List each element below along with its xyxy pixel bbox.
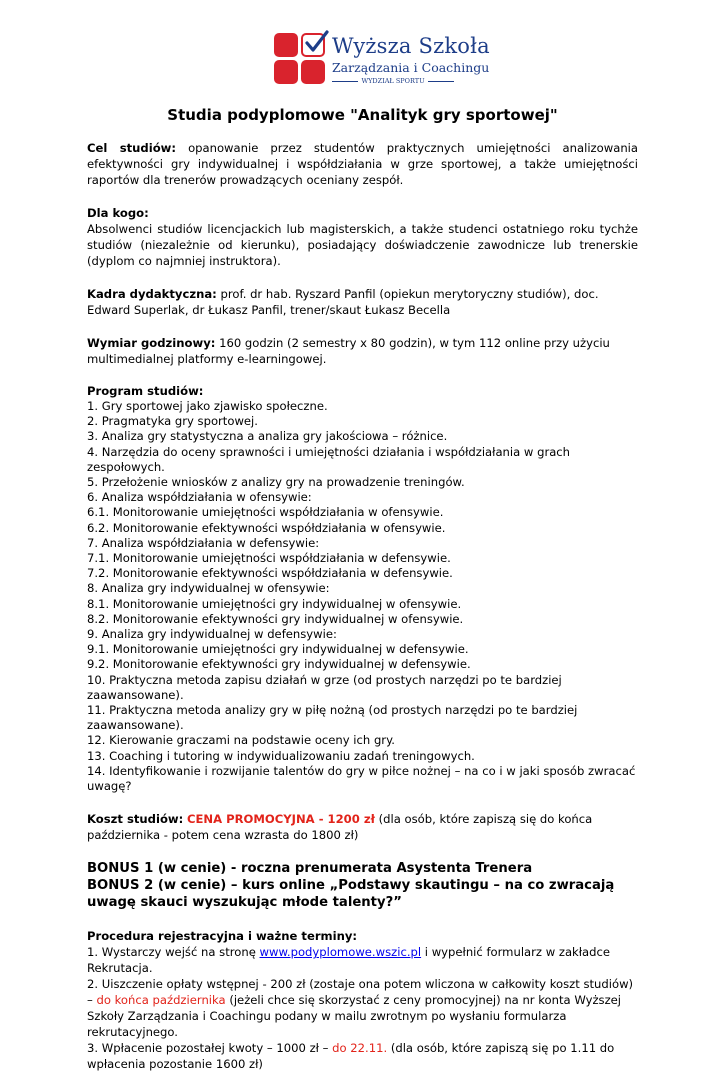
list-item: 9. Analiza gry indywidualnej w defensywie: — [87, 627, 337, 642]
list-item: 9.1. Monitorowanie umiejętności gry indywidualnej w defensywie. — [87, 642, 469, 657]
procedura-label: Procedura rejestracyjna i ważne terminy: — [87, 929, 358, 944]
kadra-text: prof. dr hab. Ryszard Panfil (opiekun merytoryczny studiów), doc. Edward Superlak, dr Łukasz Panfil, trener/skaut Łukasz Becella — [87, 287, 599, 317]
dla-kogo-label: Dla kogo: — [87, 206, 149, 220]
list-item: 6.1. Monitorowanie umiejętności współdziałania w ofensywie. — [87, 505, 444, 520]
bonus-1: BONUS 1 (w cenie) - roczna prenumerata Asystenta Trenera — [87, 861, 533, 877]
list-item: 6.2. Monitorowanie efektywności współdziałania w ofensywie. — [87, 520, 446, 535]
koszt-text: (dla osób, które zapiszą się do końca października - potem cena wzrasta do 1800 zł) — [87, 812, 593, 843]
list-item: 7. Analiza współdziałania w defensywie: — [87, 535, 320, 550]
wymiar-section — [87, 335, 638, 367]
checkmark-icon — [302, 29, 330, 57]
bonus-2: BONUS 2 (w cenie) – kurs online „Podstawy skautingu – na co zwracają uwagę skauci wyszukując młode talenty?” — [87, 878, 615, 911]
logo-squares-icon — [274, 33, 326, 85]
list-item: 4. Narzędzia do oceny sprawności i umiejętności działania i współdziałania w grach zespołowych. — [87, 444, 571, 474]
list-item: 9.2. Monitorowanie efektywności gry indywidualnej w defensywie. — [87, 657, 471, 672]
list-item: 7.2. Monitorowanie efektywności współdziałania w defensywie. — [87, 566, 453, 581]
procedura-step-2: 2. Uiszczenie opłaty wstępnej - 200 zł (zostaje ona potem wliczona w całkowity koszt studiów) – do końca października (jeżeli chce się skorzystać z ceny promocyjnej) na nr konta Wyższej Szkoły Zarządzania i Coachingu podany w mailu zwrotnym po wysłaniu formularza rekrutacyjnego. — [87, 977, 634, 1040]
cel-text: opanowanie przez studentów praktycznych umiejętności analizowania efektywności gry indywidualnej i współdziałania w grze sportowej, a także umiejętności raportów dla trenerów prowadzących oceniany zespół. — [87, 141, 638, 187]
kadra-section — [87, 286, 638, 318]
list-item: 12. Kierowanie graczami na podstawie oceny ich gry. — [87, 733, 395, 748]
deadline-october: do końca października — [96, 993, 226, 1008]
list-item: 11. Praktyczna metoda analizy gry w piłę nożną (od prostych narzędzi po te bardziej zaawansowane). — [87, 703, 578, 733]
wymiar-label: Wymiar godzinowy: — [87, 336, 216, 350]
school-logo — [274, 33, 490, 88]
kadra-label: Kadra dydaktyczna: — [87, 287, 217, 301]
list-item: 6. Analiza współdziałania w ofensywie: — [87, 490, 312, 505]
logo-department: WYDZIAŁ SPORTU — [332, 77, 454, 85]
list-item: 8.2. Monitorowanie efektywności gry indywidualnej w ofensywie. — [87, 611, 464, 626]
logo-title: Wyższa Szkoła — [332, 34, 490, 58]
document-body — [87, 140, 638, 1072]
list-item: 5. Przełożenie wniosków z analizy gry na prowadzenie treningów. — [87, 475, 465, 490]
registration-link[interactable]: www.podyplomowe.wszic.pl — [259, 945, 422, 960]
list-item: 7.1. Monitorowanie umiejętności współdziałania w defensywie. — [87, 551, 451, 566]
list-item: 3. Analiza gry statystyczna a analiza gry jakościowa – różnice. — [87, 429, 448, 444]
list-item: 8.1. Monitorowanie umiejętności gry indywidualnej w ofensywie. — [87, 596, 462, 611]
procedura-step-1: 1. Wystarczy wejść na stronę www.podyplomowe.wszic.pl i wypełnić formularz w zakładce Rekrutacja. — [87, 945, 611, 976]
program-label: Program studiów: — [87, 384, 204, 398]
koszt-section — [87, 811, 638, 843]
wymiar-text: 160 godzin (2 semestry x 80 godzin), w tym 112 online przy użyciu multimedialnej platformy e-learningowej. — [87, 336, 610, 366]
deadline-november: do 22.11. — [332, 1041, 388, 1056]
koszt-label: Koszt studiów: — [87, 812, 184, 827]
dla-kogo-text: Absolwenci studiów licencjackich lub magisterskich, a także studenci ostatniego roku tychże studiów (niezależnie od kierunku), posiadający doświadczenie zawodnicze lub trenerskie (dyplom co najmniej instruktora). — [87, 222, 638, 268]
promo-price: CENA PROMOCYJNA - 1200 zł — [186, 812, 375, 827]
cel-section — [87, 140, 638, 188]
program-list — [87, 399, 638, 794]
list-item: 1. Gry sportowej jako zjawisko społeczne. — [87, 399, 328, 413]
cel-label: Cel studiów: — [87, 141, 177, 155]
list-item: 14. Identyfikowanie i rozwijanie talentów do gry w piłce nożnej – na co i w jaki sposób zwracać uwagę? — [87, 763, 636, 794]
list-item: 8. Analiza gry indywidualnej w ofensywie: — [87, 581, 330, 596]
list-item: 2. Pragmatyka gry sportowej. — [87, 414, 258, 429]
page-title: Studia podyplomowe "Analityk gry sportowej" — [167, 106, 558, 124]
list-item: 13. Coaching i tutoring w indywidualizowaniu zadań treningowych. — [87, 748, 475, 763]
procedura-step-3: 3. Wpłacenie pozostałej kwoty – 1000 zł – do 22.11. (dla osób, które zapiszą się po 1.11 do wpłacenia pozostanie 1600 zł) — [87, 1041, 615, 1072]
list-item: 10. Praktyczna metoda zapisu działań w grze (od prostych narzędzi po te bardziej zaawansowane). — [87, 672, 562, 702]
logo-subtitle: Zarządzania i Coachingu — [332, 60, 490, 75]
